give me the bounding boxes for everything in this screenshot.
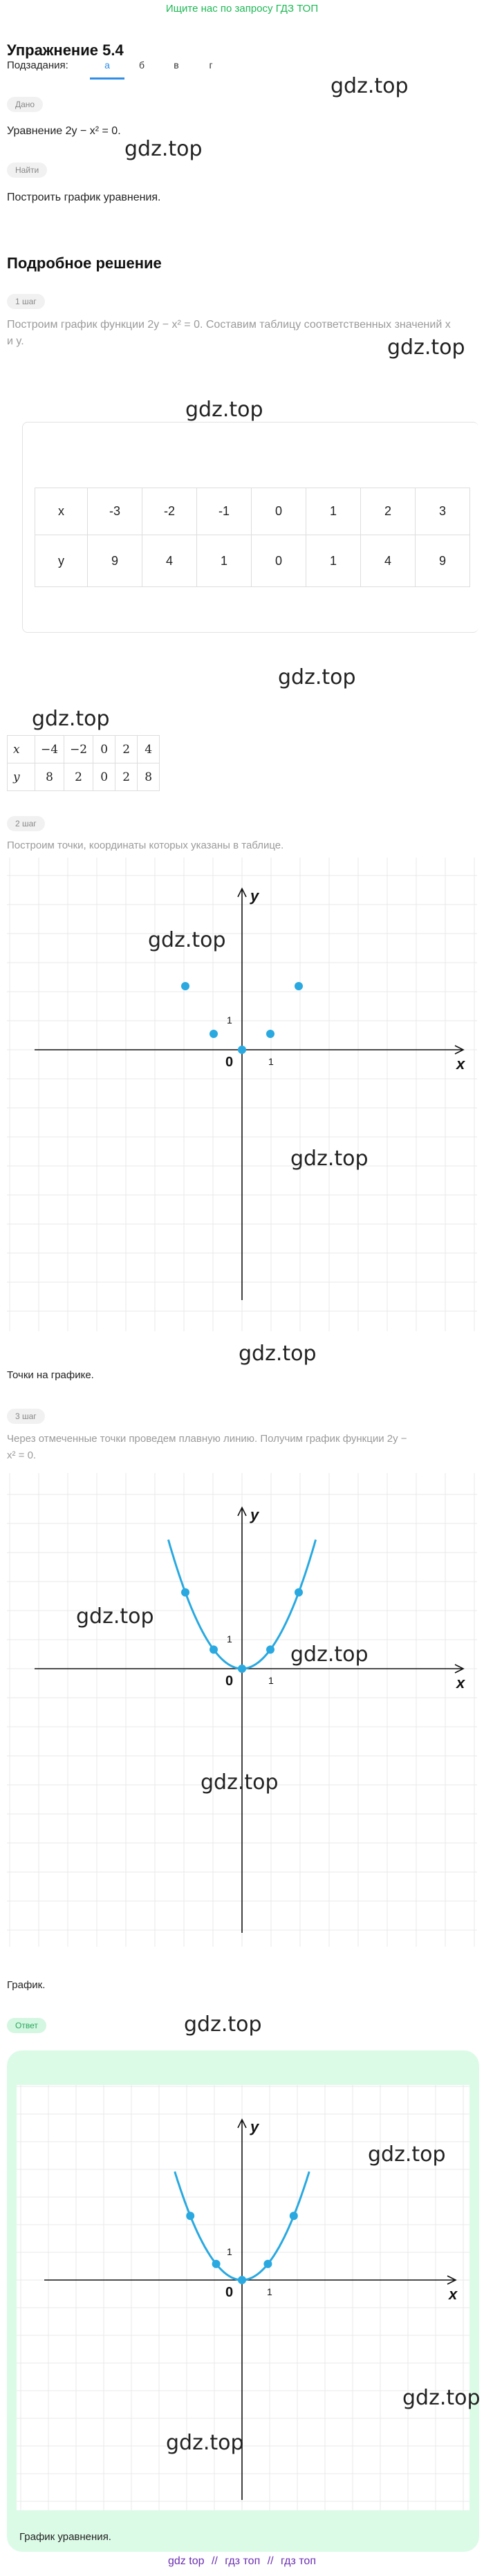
watermark bbox=[148, 928, 226, 952]
table-cell: 2 bbox=[64, 763, 93, 791]
search-banner[interactable]: Ищите нас по запросу ГДЗ ТОП bbox=[165, 3, 319, 15]
table-cell: -2 bbox=[142, 488, 197, 535]
table-cell: 1 bbox=[306, 535, 361, 587]
data-point bbox=[295, 1588, 303, 1597]
table-row bbox=[35, 535, 470, 587]
table-cell: -1 bbox=[197, 488, 252, 535]
table-cell: 4 bbox=[142, 535, 197, 587]
data-point bbox=[238, 2276, 246, 2284]
x-unit-label: 1 bbox=[268, 1056, 274, 1067]
step3-text-line2: x² = 0. bbox=[7, 1449, 37, 1461]
answer-tag: Ответ bbox=[7, 2018, 46, 2033]
step2-tag: 2 шаг bbox=[7, 816, 45, 831]
x-axis-label: x bbox=[456, 1055, 465, 1073]
watermark: gdz.top bbox=[32, 707, 110, 731]
step1-tag: 1 шаг bbox=[7, 294, 45, 309]
origin-label: 0 bbox=[225, 1674, 234, 1689]
table-cell: 0 bbox=[93, 736, 115, 763]
table-cell: 2 bbox=[115, 763, 138, 791]
table-row bbox=[8, 763, 160, 791]
table-cell: x bbox=[35, 488, 88, 535]
watermark: gdz.top bbox=[239, 1342, 317, 1366]
watermark-text: gdz.top bbox=[166, 2431, 244, 2455]
page-title: Упражнение 5.4 bbox=[7, 41, 124, 59]
watermark bbox=[368, 2142, 446, 2167]
watermark bbox=[76, 1604, 154, 1629]
watermark bbox=[166, 2431, 244, 2455]
data-point bbox=[290, 2212, 298, 2220]
graph-svg bbox=[7, 1473, 477, 1947]
watermark-text: gdz.top bbox=[201, 1770, 279, 1795]
watermark: gdz.top bbox=[185, 398, 263, 422]
watermark bbox=[402, 2386, 481, 2410]
data-point bbox=[266, 1030, 274, 1038]
values-table bbox=[35, 488, 470, 587]
y-axis-label: y bbox=[250, 1506, 259, 1523]
step1-text-line2: и y. bbox=[7, 335, 24, 347]
watermark-text: gdz.top bbox=[76, 1604, 154, 1629]
table-cell: y bbox=[35, 535, 88, 587]
watermark-text: gdz.top bbox=[402, 2386, 481, 2410]
watermark: gdz.top bbox=[331, 74, 409, 98]
find-text: Построить график уравнения. bbox=[7, 192, 161, 203]
table-cell: x bbox=[8, 736, 35, 763]
y-axis-label: y bbox=[250, 2118, 259, 2135]
subtasks-label: Подзадания: bbox=[7, 59, 68, 71]
watermark bbox=[201, 1770, 279, 1795]
data-point bbox=[181, 982, 189, 990]
footer-link[interactable]: gdz top bbox=[168, 2555, 205, 2567]
table-cell: 8 bbox=[138, 763, 160, 791]
y-unit-label: 1 bbox=[227, 2246, 232, 2257]
origin-label: 0 bbox=[225, 2285, 234, 2300]
subtasks-tabs bbox=[90, 58, 228, 80]
table-cell: -3 bbox=[88, 488, 142, 535]
step1-text-line1: Построим график функции 2y − x² = 0. Составим таблицу соответственных значений x bbox=[7, 319, 451, 331]
table-cell: 0 bbox=[252, 488, 306, 535]
watermark: gdz.top bbox=[184, 2012, 262, 2037]
table-cell: 4 bbox=[361, 535, 416, 587]
x-unit-label: 1 bbox=[267, 2286, 272, 2297]
table-cell: −2 bbox=[64, 736, 93, 763]
data-point bbox=[210, 1030, 218, 1038]
tab-subtask-v[interactable]: в bbox=[174, 59, 179, 71]
step3-text-line1: Через отмеченные точки проведем плавную линию. Получим график функции 2y − bbox=[7, 1433, 407, 1445]
solution-title: Подробное решение bbox=[7, 254, 162, 272]
watermark: gdz.top bbox=[387, 335, 465, 360]
table-row bbox=[35, 488, 470, 535]
watermark: gdz.top bbox=[278, 665, 356, 689]
points-graph bbox=[7, 858, 477, 1331]
y-unit-label: 1 bbox=[227, 1633, 232, 1644]
table-cell: y bbox=[8, 763, 35, 791]
data-point bbox=[295, 982, 303, 990]
y-axis-label: y bbox=[250, 887, 259, 905]
x-unit-label: 1 bbox=[268, 1675, 274, 1686]
step3-tag: 3 шаг bbox=[7, 1409, 45, 1424]
x-axis-label: x bbox=[456, 1674, 465, 1692]
footer-links bbox=[0, 2555, 484, 2568]
table-cell: 4 bbox=[138, 736, 160, 763]
footer-link[interactable]: гдз топ bbox=[281, 2555, 316, 2567]
table-cell: 9 bbox=[88, 535, 142, 587]
origin-label: 0 bbox=[225, 1055, 234, 1070]
given-text: Уравнение 2y − x² = 0. bbox=[7, 125, 121, 137]
data-point bbox=[263, 2260, 272, 2268]
table-cell: 0 bbox=[93, 763, 115, 791]
tab-subtask-a[interactable]: а bbox=[90, 58, 124, 80]
table-cell: −4 bbox=[35, 736, 64, 763]
watermark bbox=[290, 1147, 369, 1171]
table-cell: 1 bbox=[306, 488, 361, 535]
data-point bbox=[266, 1645, 274, 1653]
tab-subtask-b[interactable]: б bbox=[138, 59, 145, 71]
watermark-text: gdz.top bbox=[148, 928, 226, 952]
given-tag: Дано bbox=[7, 97, 43, 112]
footer-link[interactable]: гдз топ bbox=[225, 2555, 261, 2567]
watermark bbox=[290, 1642, 369, 1667]
table-cell: 2 bbox=[361, 488, 416, 535]
watermark-text: gdz.top bbox=[290, 1642, 369, 1667]
data-point bbox=[186, 2212, 194, 2220]
footer-separator: // bbox=[211, 2555, 218, 2567]
graph-svg bbox=[7, 858, 477, 1331]
footer-separator: // bbox=[267, 2555, 274, 2567]
step3-caption: График. bbox=[7, 1979, 46, 1991]
table-cell: 8 bbox=[35, 763, 64, 791]
data-point bbox=[238, 1665, 246, 1673]
watermark-text: gdz.top bbox=[368, 2142, 446, 2167]
answer-caption: График уравнения. bbox=[19, 2531, 111, 2543]
table-cell: 2 bbox=[115, 736, 138, 763]
curve-graph bbox=[7, 1473, 477, 1947]
data-point bbox=[181, 1588, 189, 1597]
table-cell: 1 bbox=[197, 535, 252, 587]
step2-text: Построим точки, координаты которых указаны в таблице. bbox=[7, 840, 284, 851]
values-table-2 bbox=[7, 735, 160, 791]
x-axis-label: x bbox=[449, 2286, 458, 2303]
find-tag: Найти bbox=[7, 163, 47, 178]
step2-caption: Точки на графике. bbox=[7, 1369, 94, 1381]
data-point bbox=[210, 1645, 218, 1653]
watermark-text: gdz.top bbox=[290, 1147, 369, 1171]
y-unit-label: 1 bbox=[227, 1014, 232, 1026]
table-cell: 9 bbox=[416, 535, 470, 587]
table-cell: 0 bbox=[252, 535, 306, 587]
data-point bbox=[212, 2260, 221, 2268]
tab-subtask-g[interactable]: г bbox=[209, 59, 213, 71]
watermark: gdz.top bbox=[124, 137, 203, 161]
data-point bbox=[238, 1046, 246, 1054]
table-row bbox=[8, 736, 160, 763]
table-cell: 3 bbox=[416, 488, 470, 535]
